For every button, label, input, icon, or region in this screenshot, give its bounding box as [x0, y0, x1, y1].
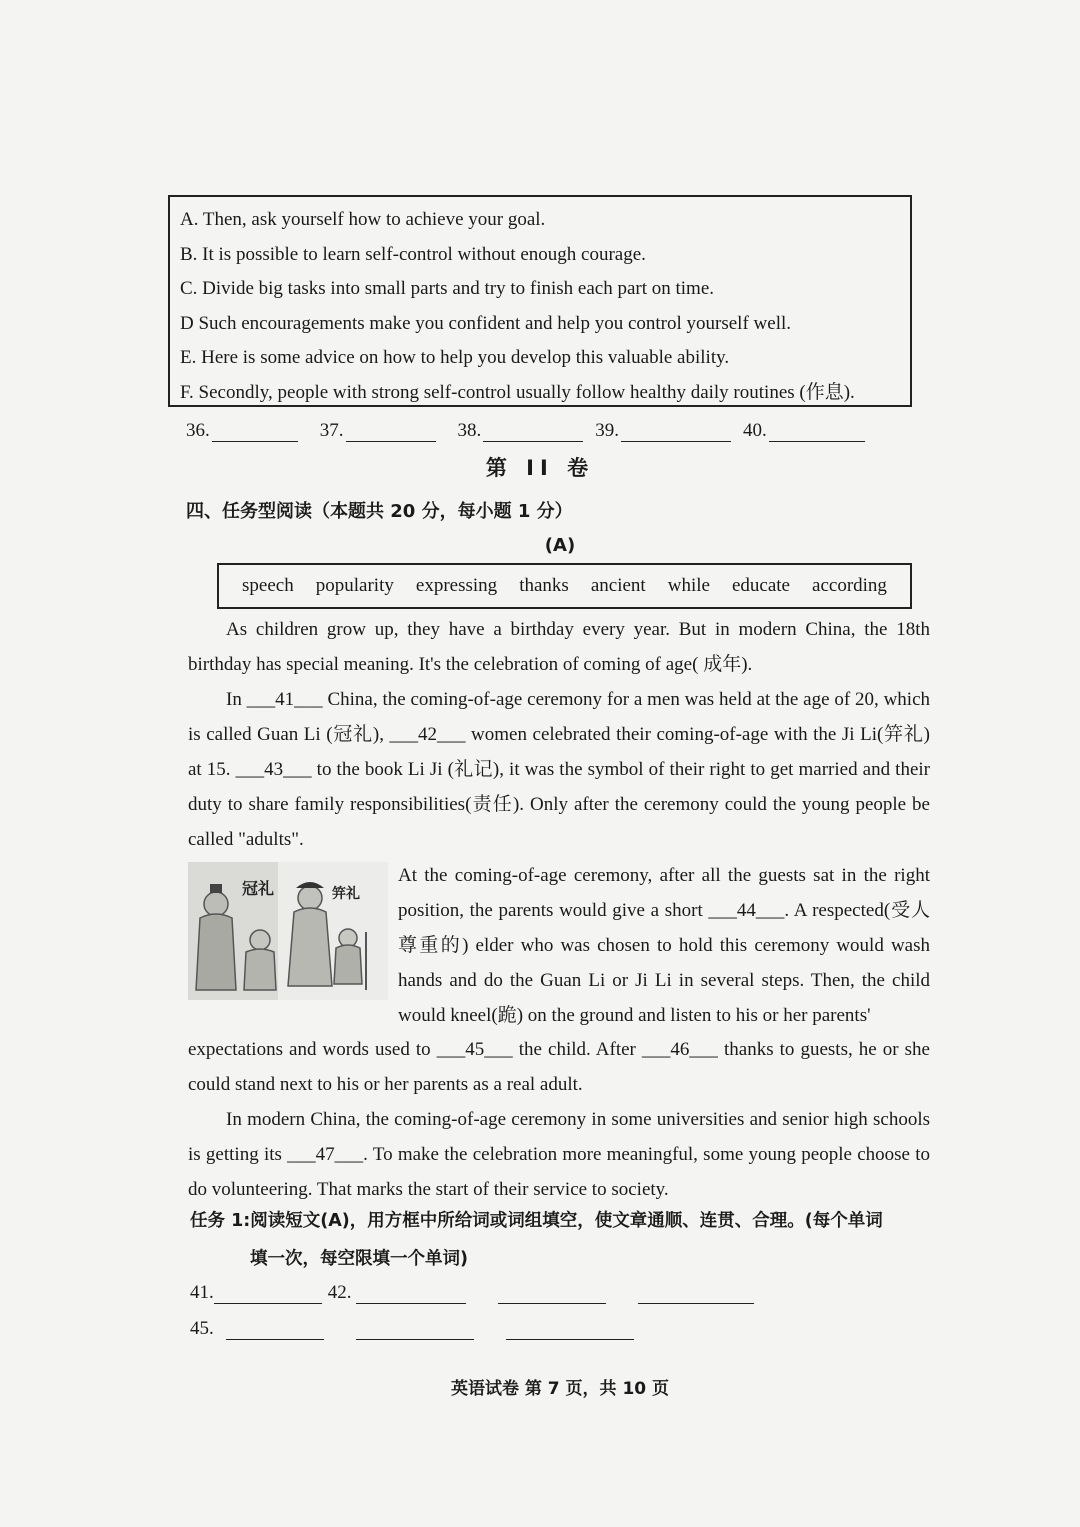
fill-47 — [506, 1319, 634, 1340]
answer-38 — [458, 420, 584, 442]
word-bank-item: according — [812, 575, 887, 596]
fill-43 — [498, 1283, 606, 1304]
word-bank-item: expressing — [415, 575, 498, 596]
answer-blank[interactable] — [621, 421, 731, 442]
fill-blank[interactable] — [356, 1319, 474, 1340]
options-box — [168, 195, 912, 407]
ceremony-illustration-image — [188, 862, 388, 1000]
answer-40 — [743, 420, 865, 442]
option-e: E. Here is some advice on how to help you develop this valuable ability. — [180, 347, 730, 368]
answer-blank[interactable] — [212, 421, 298, 442]
ji-li-label: 笄礼 — [332, 886, 360, 902]
volume-title: 第 II 卷 — [485, 456, 595, 480]
fill-blank[interactable] — [638, 1283, 754, 1304]
fill-45 — [190, 1318, 324, 1340]
section-heading: 四、任务型阅读（本题共 20 分，每小题 1 分） — [186, 501, 573, 522]
fill-number: 45. — [190, 1318, 214, 1339]
answer-blanks-row — [186, 420, 886, 442]
fill-44 — [638, 1283, 754, 1304]
fill-46 — [356, 1319, 474, 1340]
paragraph-3-continued: expectations and words used to ___45___ the child. After ___46___ thanks to guests, he or she could stand next to his or her parents as a real adult. — [188, 1039, 930, 1095]
word-bank-item: thanks — [519, 575, 569, 596]
answer-number: 36. — [186, 420, 210, 441]
word-bank-item: educate — [731, 575, 790, 596]
option-f: F. Secondly, people with strong self-control usually follow healthy daily routines (作息). — [180, 381, 855, 403]
answer-37 — [320, 420, 436, 442]
fill-blank[interactable] — [506, 1319, 634, 1340]
task-line-1: 任务 1:阅读短文(A)，用方框中所给词或词组填空，使文章通顺、连贯、合理。(每个单词 — [190, 1211, 883, 1231]
guan-li-label: 冠礼 — [242, 879, 275, 898]
answer-blank[interactable] — [483, 421, 583, 442]
answer-number: 39. — [595, 420, 619, 441]
fill-blank[interactable] — [214, 1283, 322, 1304]
fill-41 — [190, 1282, 322, 1304]
fill-42 — [328, 1282, 466, 1304]
part-title: (A) — [544, 535, 576, 556]
answer-blank[interactable] — [346, 421, 436, 442]
paragraph-2: In ___41___ China, the coming-of-age ceremony for a men was held at the age of 20, which is called Guan Li (冠礼), ___42___ women celebrated their coming-of-age with the Ji Li(笄礼) at 15. ___43___ to the book Li Ji (礼记), it was the symbol of their right to get married and their duty to share family responsibilities(责任). Only after the ceremony could the young people be called "adults". — [188, 689, 930, 850]
page-footer: 英语试卷 第 7 页，共 10 页 — [450, 1379, 670, 1399]
task-line-2: 填一次，每空限填一个单词) — [250, 1249, 468, 1269]
word-bank-item: popularity — [315, 575, 394, 596]
fill-blank[interactable] — [226, 1319, 324, 1340]
option-a: A. Then, ask yourself how to achieve your goal. — [180, 209, 546, 230]
option-d: D Such encouragements make you confident and help you control yourself well. — [180, 312, 791, 334]
paragraph-1: As children grow up, they have a birthday every year. But in modern China, the 18th birthday has special meaning. It's the celebration of coming of age( 成年). — [188, 619, 930, 675]
fill-blank[interactable] — [356, 1283, 466, 1304]
answer-blank[interactable] — [769, 421, 865, 442]
answer-number: 37. — [319, 420, 344, 441]
word-bank-item: ancient — [590, 575, 646, 596]
fill-row-2 — [190, 1318, 634, 1340]
word-bank-item: speech — [242, 575, 294, 596]
answer-36 — [186, 420, 298, 442]
answer-number: 40. — [743, 420, 767, 441]
answer-39 — [595, 420, 731, 442]
paragraph-4: In modern China, the coming-of-age ceremony in some universities and senior high schools is getting its ___47___. To make the celebration more meaningful, some young people choose to do volunteering. That marks the start of their service to society. — [188, 1109, 930, 1200]
ceremony-illustration — [188, 862, 388, 1000]
option-c: C. Divide big tasks into small parts and try to finish each part on time. — [180, 278, 715, 299]
fill-number: 41. — [190, 1282, 214, 1303]
word-bank-box — [217, 563, 912, 609]
option-b: B. It is possible to learn self-control without enough courage. — [180, 243, 646, 265]
fill-row-1 — [190, 1282, 754, 1304]
word-bank-item: while — [667, 575, 710, 596]
paragraph-3-right: At the coming-of-age ceremony, after all the guests sat in the right position, the parents would give a short ___44___. A respected(受人尊重的) elder who was chosen to hold this ceremony would wash hands and do the Guan Li or Ji Li in several steps. Then, the child would kneel(跪) on the ground and listen to his or her parents' — [398, 865, 930, 1026]
fill-number: 42. — [327, 1282, 352, 1303]
answer-number: 38. — [457, 420, 482, 441]
task-instruction — [190, 1202, 932, 1278]
fill-blank[interactable] — [498, 1283, 606, 1304]
